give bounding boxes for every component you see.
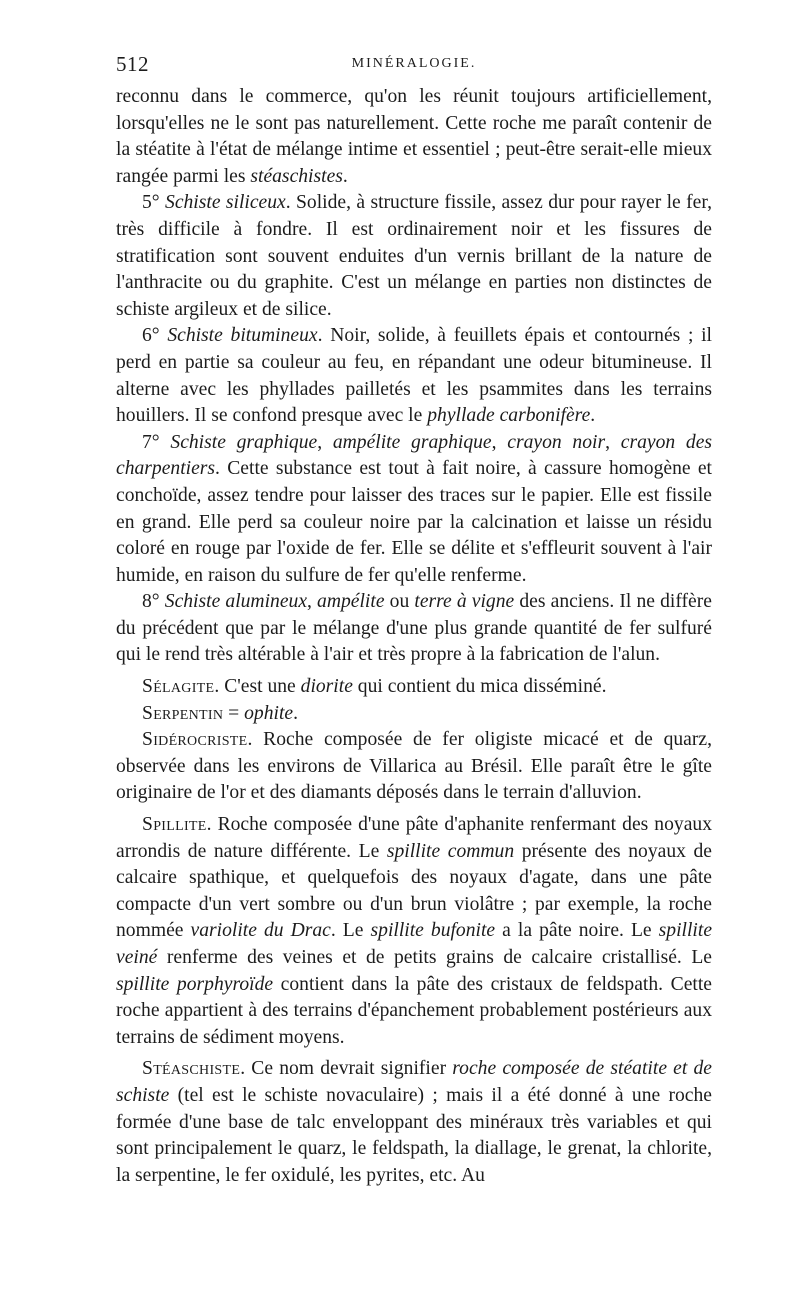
text-run: . Roche composée d'une pâte d'aphanite renfermant des noyaux arrondis de nature différente. Le: [116, 814, 712, 862]
page-header: [116, 50, 712, 84]
italic-term: terre à vigne: [414, 591, 515, 613]
text-run: . Noir, solide, à feuillets épais et contournés ; il perd en partie sa couleur au feu, en répandant une odeur bitumineuse. Il alterne avec les phyllades pailletés et les psammites dans les terrains houillers. Il se confond presque avec le: [116, 325, 712, 427]
text-run: .: [342, 165, 348, 187]
italic-term: crayon noir: [507, 431, 606, 453]
entry-spillite: [116, 812, 712, 1051]
text-run: ou: [384, 591, 415, 613]
text-run: reconnu dans le commerce, qu'on les réunit toujours artificiellement, lorsqu'elles ne le sont pas naturellement. Cette roche me paraît contenir de la stéatite à l'état de mélange intime et essentiel ; peut-être serait-elle mieux rangée parmi les: [116, 86, 712, 187]
italic-term: variolite du Drac: [190, 920, 331, 942]
text-run: ,: [307, 591, 318, 613]
text-run: . Le: [330, 920, 371, 942]
italic-term: diorite: [300, 676, 353, 698]
text-run: présente des noyaux de calcaire spathique, et quelquefois des noyaux d'agate, dans une pâte compacte d'un vert sombre ou d'un brun violâtre ; par exemple, la roche nommée: [116, 840, 712, 942]
text-run: .: [293, 702, 299, 724]
entry-heading: Sélagite: [142, 676, 215, 698]
text-run: renferme des veines et de petits grains de calcaire cristallisé. Le: [157, 947, 712, 968]
entry-selagite: [116, 674, 712, 701]
italic-term: Schiste siliceux: [165, 192, 286, 214]
italic-term: ampélite graphique: [332, 431, 492, 453]
text-run: .: [590, 405, 596, 427]
entry-number: 5°: [142, 192, 166, 214]
italic-term: Schiste bitumineux: [167, 325, 318, 347]
italic-term: stéaschistes: [250, 165, 343, 187]
entry-serpentin: [116, 701, 712, 728]
text-run: des anciens. Il ne diffère du précédent que par le mélange d'une plus grande quantité de fer sulfuré qui le rend très altérable à l'air et très propre à la fabrication de l'alun.: [116, 591, 712, 666]
italic-term: spillite porphyroïde: [116, 973, 274, 995]
entry-schiste-graphique: [116, 430, 712, 590]
entry-schiste-alumineux: [116, 589, 712, 669]
italic-term: crayon des charpentiers: [116, 431, 713, 480]
text-run: (tel est le schiste novaculaire) ; mais il a été donné à une roche formée d'une base de talc enveloppant des minéraux très variables et qui sont principalement le quarz, le feldspath, la diallage, le grenat, la chlorite, la serpentine, le fer oxidulé, les pyrites, etc. Au: [116, 1084, 712, 1186]
entry-heading: Spillite: [142, 814, 207, 836]
entry-heading: Stéaschiste: [142, 1058, 241, 1080]
text-run: . Ce nom devrait signifier: [240, 1058, 453, 1080]
entry-schiste-siliceux: [116, 190, 712, 323]
italic-term: ampélite: [317, 591, 385, 613]
page-number: 512: [116, 52, 149, 76]
running-title: MINÉRALOGIE.: [351, 56, 477, 71]
italic-term: phyllade carbonifère: [427, 405, 591, 427]
italic-term: ophite: [244, 702, 294, 724]
text-run: =: [223, 702, 245, 724]
text-run: contient dans la pâte des cristaux de feldspath. Cette roche appartient à des terrains d'épanchement probablement postérieurs aux terrains de sédiment moyens.: [116, 973, 712, 1048]
text-run: ,: [605, 431, 621, 453]
entry-number: 8°: [142, 591, 165, 613]
text-run: ,: [317, 431, 333, 453]
text-run: . C'est une: [214, 676, 301, 698]
paragraph-continuation: [116, 84, 712, 190]
entry-number: 7°: [142, 431, 171, 453]
text-run: . Solide, à structure fissile, assez dur pour rayer le fer, très difficile à fondre. Il est ordinairement noir et les fissures de stratification sont souvent enduites d'un vernis brillant de la nature de l'anthracite ou du graphite. C'est un mélange en parties non distinctes de schiste argileux et de silice.: [116, 192, 712, 320]
italic-term: spillite commun: [386, 840, 515, 862]
entry-siderocriste: [116, 727, 712, 807]
italic-term: spillite veiné: [116, 920, 713, 968]
italic-term: roche composée de stéatite et de schiste: [116, 1058, 712, 1106]
text-run: qui contient du mica disséminé.: [352, 676, 607, 698]
text-run: ,: [491, 431, 508, 453]
book-page: [116, 50, 712, 1189]
text-run: a la pâte noire. Le: [495, 920, 659, 942]
entry-schiste-bitumineux: [116, 323, 712, 429]
italic-term: spillite bufonite: [370, 920, 496, 942]
entry-heading: Sidérocriste: [142, 729, 248, 751]
italic-term: Schiste alumineux: [164, 591, 308, 613]
text-run: . Roche composée de fer oligiste micacé et de quarz, observée dans les environs de Villarica au Brésil. Elle paraît être le gîte originaire de l'or et des diamants déposés dans le terrain d'alluvion.: [116, 729, 712, 804]
italic-term: Schiste graphique: [170, 431, 318, 453]
entry-heading: Serpentin: [142, 702, 224, 724]
entry-number: 6°: [142, 325, 168, 347]
entry-steaschiste: [116, 1056, 712, 1189]
text-run: . Cette substance est tout à fait noire, à cassure homogène et conchoïde, assez tendre pour laisser des traces sur le papier. Elle est fissile en grand. Elle perd sa couleur noire par la calcination et laisse un résidu coloré en rouge par l'oxide de fer. Elle se délite et s'effleurit souvent à l'air humide, en raison du sulfure de fer qu'elle renferme.: [116, 458, 712, 586]
